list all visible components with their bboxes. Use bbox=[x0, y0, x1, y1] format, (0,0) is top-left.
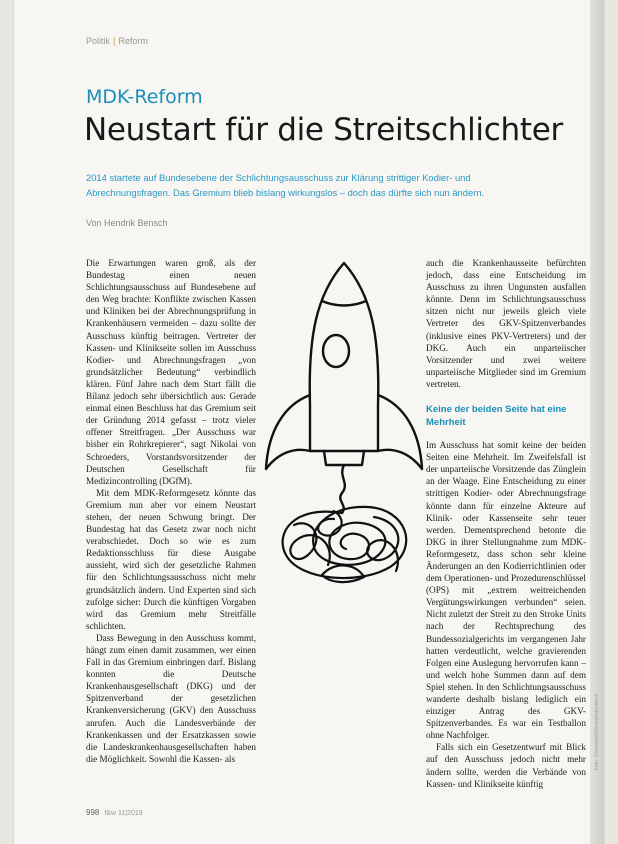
breadcrumb-subsection: Reform bbox=[118, 36, 148, 46]
article-headline: Neustart für die Streitschlichter bbox=[84, 112, 563, 148]
breadcrumb-section: Politik bbox=[86, 36, 111, 46]
article-byline: Von Hendrik Bensch bbox=[86, 218, 168, 228]
article-lead: 2014 startete auf Bundesebene der Schlichtungsausschuss zur Klärung strittiger Kodier- und Abrechnungsfragen. Das Gremium blieb bislang wirkungslos – doch das dürfte sich nun ändern. bbox=[86, 172, 485, 198]
paragraph: Im Ausschuss hat somit keine der beiden Seiten eine Mehrheit. Im Zweifelsfall ist der unparteiische Vorsitzende das Zünglein an der Waage. Eine Entscheidung zu einer strittigen Kodier- oder Abrechnungsfrage könnte dann für einzelne Akteure auf Klinik- oder Kassenseite sehr teuer werden. Dementsprechend betonte die DKG in ihrer Stellungnahme zum MDK-Reformgesetz, dass schon sehr kleine Änderungen an den Kodierrichtlinien oder dem Operationen- und Prozedurenschlüssel (OPS) mit „extrem weitreichenden Vergütungswirkungen verbunden“ seien. Nicht zuletzt der Streit zu den Stroke Units nach der Rechtsprechung des Bundessozialgerichts im vergangenen Jahr hatten verdeutlicht, welche gravierenden Folgen eine Auslegung hervorrufen kann – und welch hohe Summen dann auf dem Spiel stehen. In den Schlichtungsausschuss wanderte deshalb bislang lediglich ein einziger Antrag des GKV-Spitzenverbandes. Es war ein Testballon ohne Nachfolger. bbox=[426, 440, 586, 741]
paragraph: Die Erwartungen waren groß, als der Bundestag einen neuen Schlichtungsausschuss auf Bundesebene auf den Weg brachte: Konflikte zwischen Kassen und Kliniken bei der Abrechnungsprüfung in Krankenhäusern vermeiden – dazu sollte der Ausschuss künftig beitragen. Vertreter der Kassen- und Klinikseite sollen im Ausschuss Kodier- und Abrechnungsfragen „von grundsätzlicher Bedeutung“ verbindlich klären. Fünf Jahre nach dem Start fällt die Bilanz jedoch sehr übersichtlich aus: Gerade einmal einen Beschluss hat das Gremium seit der Gründung 2014 gefasst – trotz vieler offener Streitfragen. „Der Ausschuss war bisher ein Rohrkrepierer“, sagt Nikolai von Schroeders, Vorstandsvorsitzender der Deutschen Gesellschaft für Medizincontrolling (DGfM). bbox=[86, 258, 256, 486]
magazine-page bbox=[14, 0, 604, 844]
page-number: 998 bbox=[86, 808, 100, 817]
paragraph: Dass Bewegung in den Ausschuss kommt, hängt zum einen damit zusammen, wer einen Fall in das Gremium einbringen darf. Bislang konnten die Deutsche Krankenhausgesellschaft (DKG) und der Spitzenverband der gesetzlichen Krankenversicherung (GKV) den Ausschuss anrufen. Auch die Landesverbände der Krankenkassen und der Ersatzkassen sowie die Landeskrankenhausgesellschaften haben die Möglichkeit. Sowohl die Kassen- als bbox=[86, 632, 256, 764]
magazine-name: f&w 11|2019 bbox=[104, 810, 143, 817]
page-footer bbox=[86, 808, 143, 817]
rocket-icon bbox=[264, 255, 424, 585]
breadcrumb-separator: | bbox=[113, 36, 116, 46]
breadcrumb bbox=[86, 36, 148, 46]
article-kicker: MDK-Reform bbox=[86, 86, 203, 108]
right-text-column bbox=[426, 257, 586, 790]
paragraph: Mit dem MDK-Reformgesetz könnte das Gremium nun aber vor einem Neustart stehen, der neuen Schwung bringt. Der Bundestag hat das Gesetz zwar noch nicht verabschiedet. Doch so wie es zum Redaktionsschluss für diese Ausgabe aussieht, wird sich der gesetzliche Rahmen für den Schlichtungsausschuss nicht mehr grundsätzlich ändern. Und Experten sind sich zufolge sicher: Durch die künftigen Vorgaben wird das Gremium mehr Streitfälle schlichten. bbox=[86, 487, 256, 631]
left-text-column bbox=[86, 257, 256, 765]
subheading: Keine der beiden Seite hat eine Mehrheit bbox=[426, 404, 567, 429]
photo-credit: Foto: ©sorbetto/iStockphoto/istock bbox=[594, 693, 600, 770]
paragraph: auch die Krankenhausseite befürchten jedoch, dass eine Entscheidung im Ausschuss zu ihren Ungunsten ausfallen könnte. Denn im Schlichtungsausschuss sitzen nicht nur jeweils gleich viele Vertreter des GKV-Spitzenverbandes (inklusive eines PKV-Vertreters) und der DKG. Auch ein unparteiischer Vorsitzender und zwei weitere unparteiische Mitglieder sind im Gremium vertreten. bbox=[426, 258, 586, 389]
paragraph: Falls sich ein Gesetzentwurf mit Blick auf den Ausschuss jedoch nicht mehr ändern sollte, werden die Verbände von Kassen- und Klinikseite künftig bbox=[426, 742, 586, 789]
